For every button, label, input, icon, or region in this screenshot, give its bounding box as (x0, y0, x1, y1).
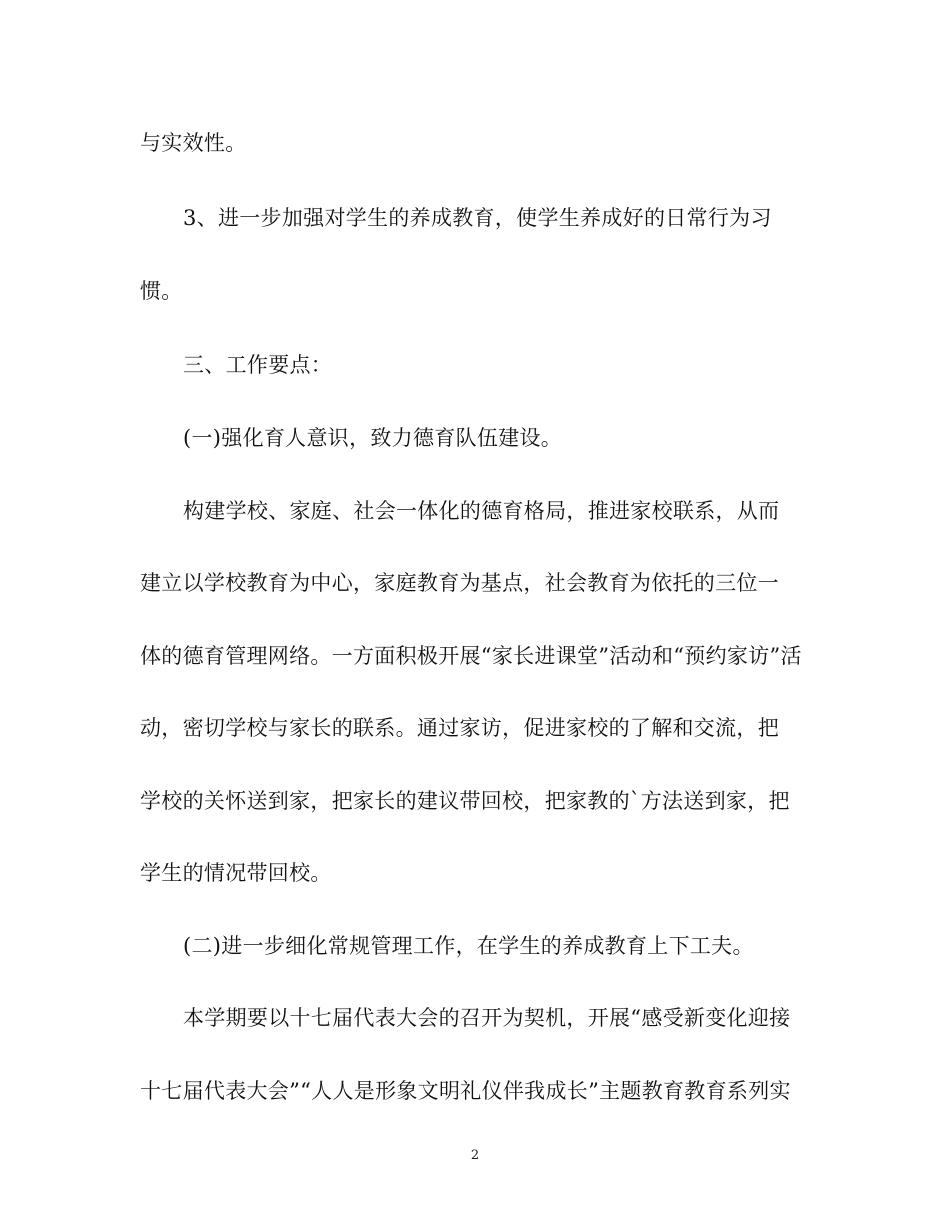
text-line: 体的德育管理网络。一方面积极开展“家长进课堂”活动和“预约家访”活 (140, 644, 802, 668)
subsection-heading: (一)强化育人意识，致力德育队伍建设。 (183, 426, 563, 450)
text-line: 3、进一步加强对学生的养成教育，使学生养成好的日常行为习 (183, 206, 772, 230)
text-line: 本学期要以十七届代表大会的召开为契机，开展“感受新变化迎接 (183, 1006, 791, 1030)
text-line: 与实效性。 (140, 131, 247, 155)
text-line: 十七届代表大会”“人人是形象文明礼仪伴我成长”主题教育教育系列实 (140, 1079, 791, 1103)
subsection-heading: (二)进一步细化常规管理工作，在学生的养成教育上下工夫。 (183, 934, 754, 958)
section-heading: 三、工作要点： (183, 353, 333, 377)
text-line: 学生的情况带回校。 (140, 861, 332, 885)
page-number: 2 (470, 1148, 480, 1163)
text-line: 惯。 (140, 279, 183, 303)
text-line: 建立以学校教育为中心，家庭教育为基点，社会教育为依托的三位一 (140, 571, 779, 595)
text-line: 学校的关怀送到家，把家长的建议带回校，把家教的`方法送到家，把 (140, 789, 790, 813)
text-line: 构建学校、家庭、社会一体化的德育格局，推进家校联系，从而 (183, 499, 780, 523)
text-line: 动，密切学校与家长的联系。通过家访，促进家校的了解和交流，把 (140, 716, 779, 740)
